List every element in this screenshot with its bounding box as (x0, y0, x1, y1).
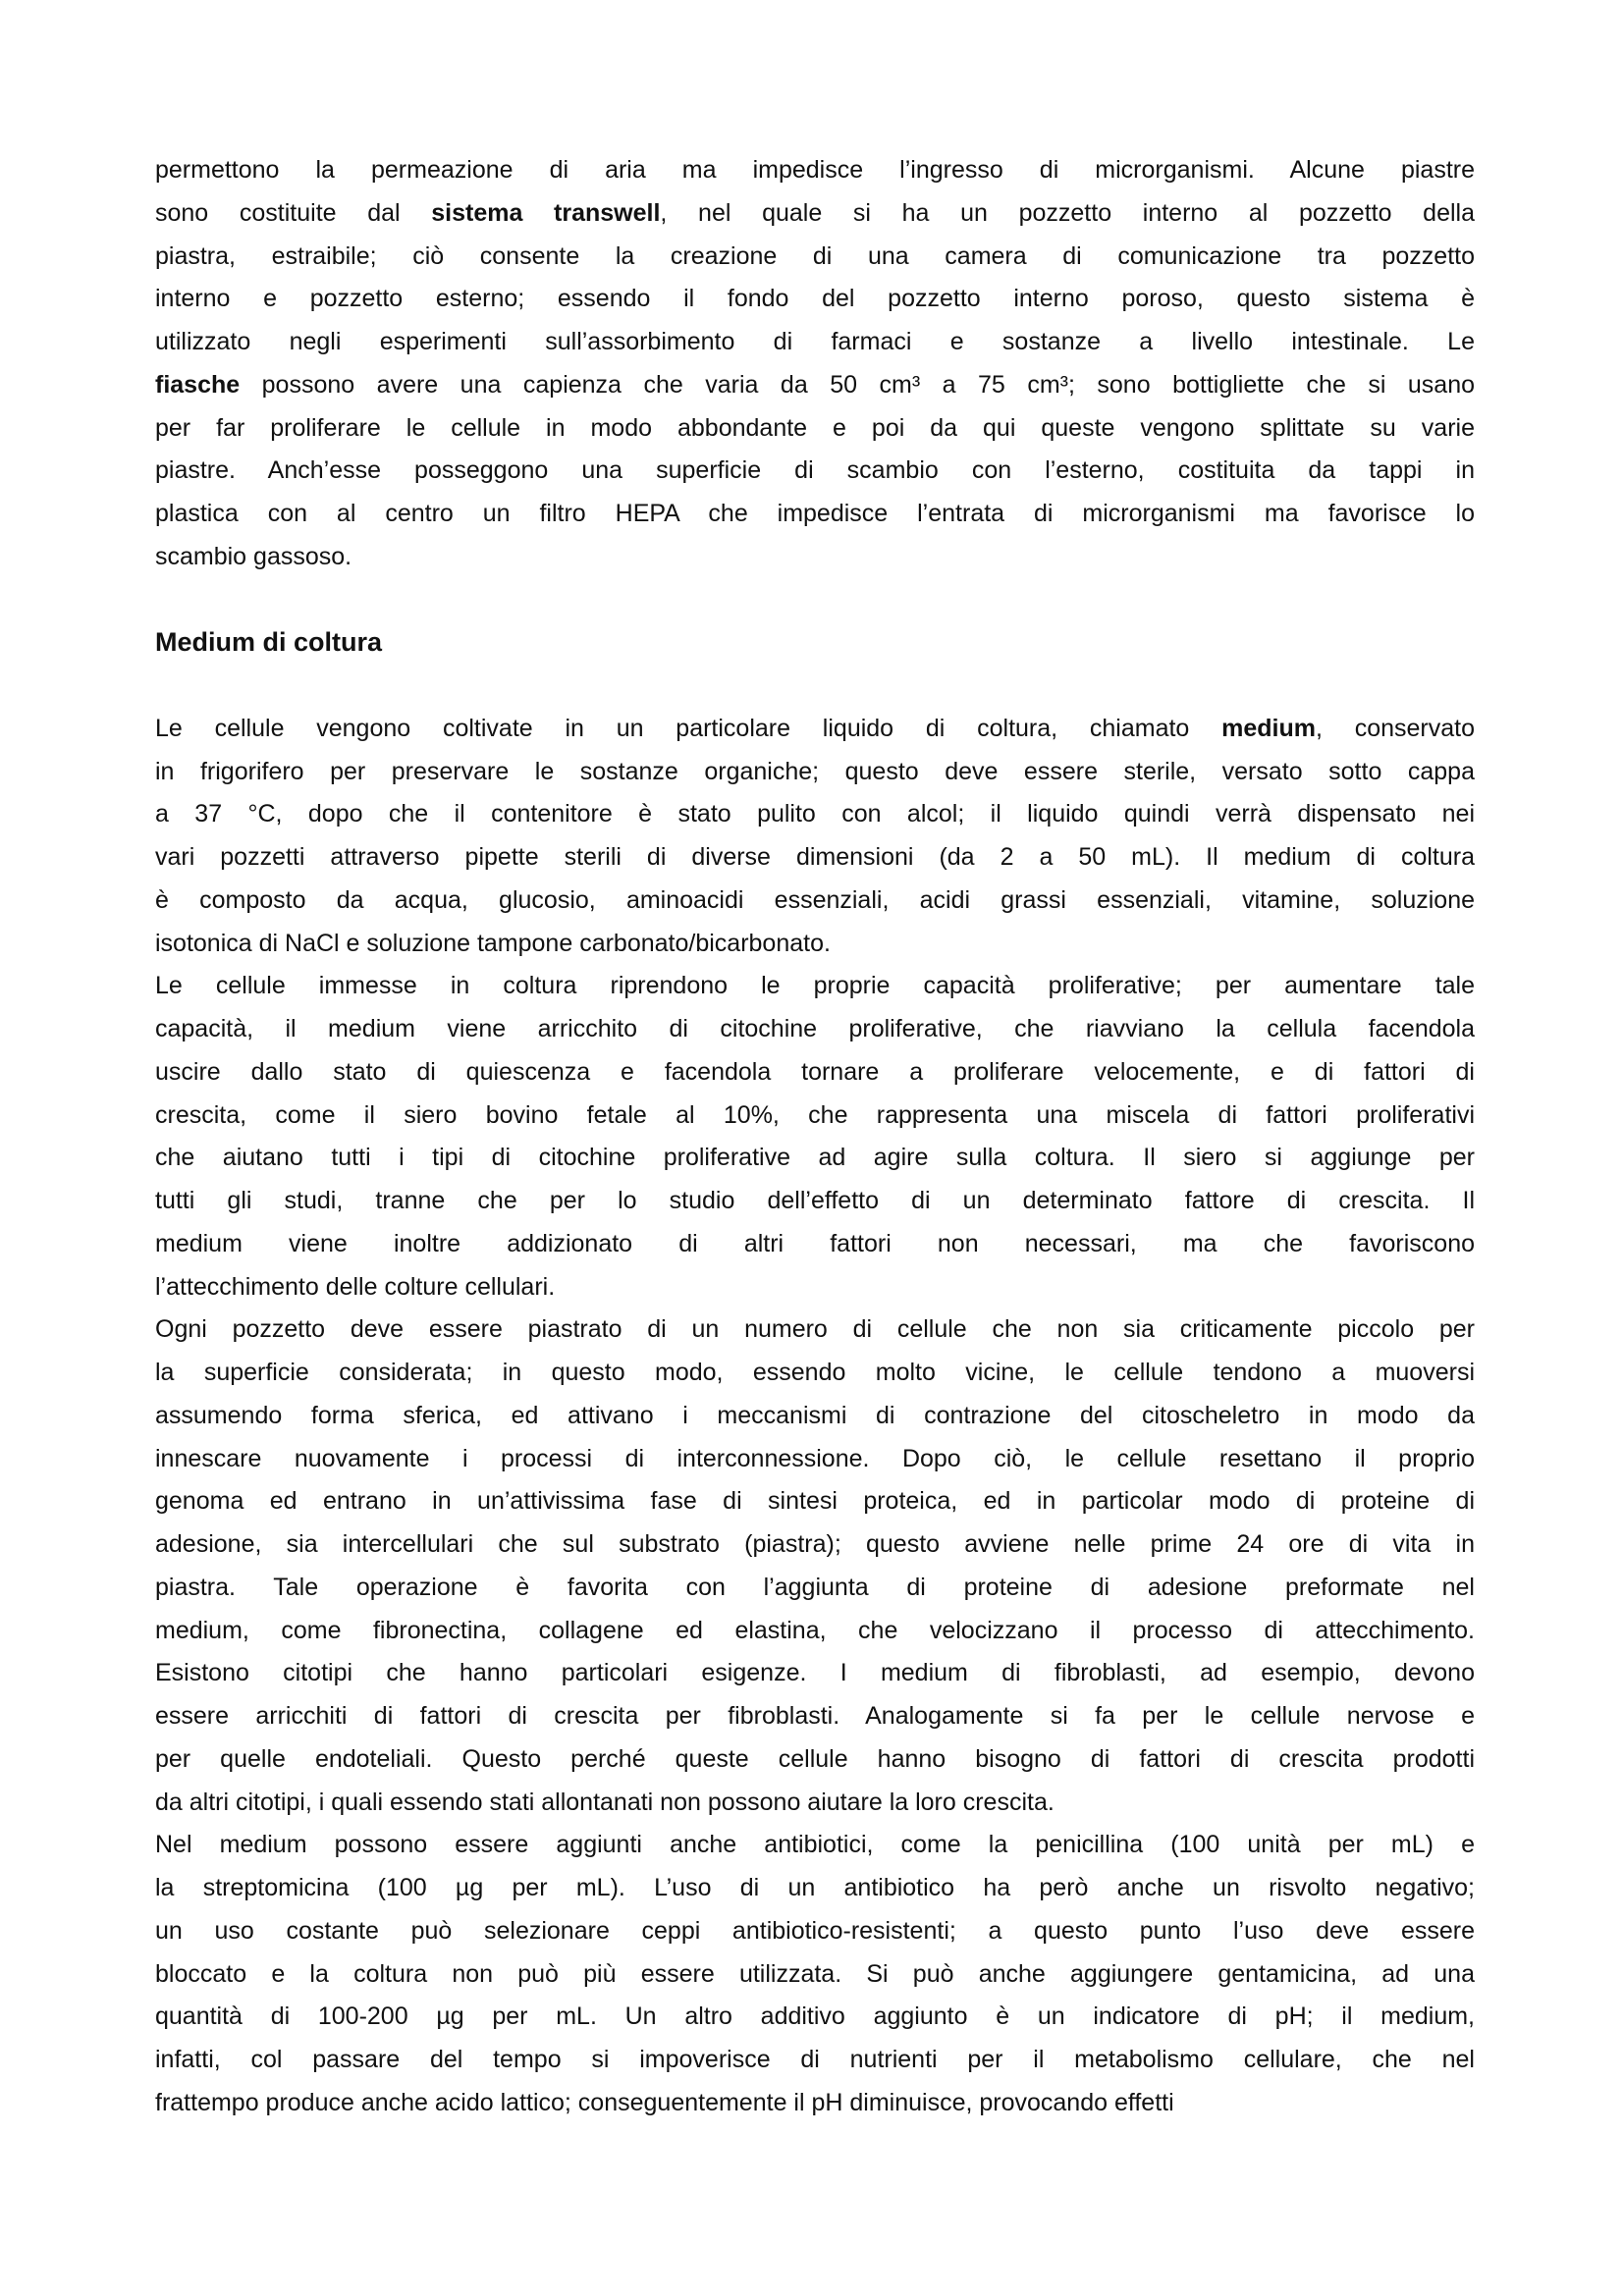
text-segment: interno e pozzetto esterno; essendo il fondo del pozzetto interno poroso, questo sistema è (155, 285, 1475, 313)
text-segment: capacità, il medium viene arricchito di citochine proliferative, che riavviano la cellula facendola (155, 1015, 1475, 1042)
text-line (155, 923, 1475, 966)
text-line (155, 321, 1475, 364)
text-segment: a 37 °C, dopo che il contenitore è stato pulito con alcol; il liquido quindi verrà dispensato nei (155, 800, 1475, 828)
text-line (155, 1051, 1475, 1095)
bold-term: fiasche (155, 370, 241, 399)
text-segment: la streptomicina (100 µg per mL). L’uso di un antibiotico ha però anche un risvolto negativo; (155, 1874, 1475, 1901)
text-segment: in frigorifero per preservare le sostanze organiche; questo deve essere sterile, versato sotto cappa (155, 757, 1475, 785)
text-line (155, 364, 1475, 407)
text-segment: isotonica di NaCl e soluzione tampone carbonato/bicarbonato. (155, 929, 831, 957)
text-segment: frattempo produce anche acido lattico; conseguentemente il pH diminuisce, provocando effetti (155, 2088, 1174, 2116)
text-line (155, 2082, 1475, 2125)
text-segment: tutti gli studi, tranne che per lo studio dell’effetto di un determinato fattore di crescita. Il (155, 1187, 1475, 1214)
text-line (155, 1610, 1475, 1653)
text-segment: essere arricchiti di fattori di crescita per fibroblasti. Analogamente si fa per le cellule nervose e (155, 1702, 1475, 1730)
bold-term: sistema transwell (431, 198, 661, 227)
text-line (155, 751, 1475, 794)
text-segment: quantità di 100-200 µg per mL. Un altro additivo aggiunto è un indicatore di pH; il medium, (155, 2002, 1475, 2031)
text-segment: Le cellule immesse in coltura riprendono le proprie capacità proliferative; per aumentare tale (155, 972, 1475, 1000)
text-line (155, 1480, 1475, 1523)
text-line (155, 880, 1475, 923)
text-line (155, 1266, 1475, 1309)
text-segment: medium viene inoltre addizionato di altri fattori non necessari, ma che favoriscono (155, 1229, 1475, 1257)
text-line (155, 1223, 1475, 1266)
text-segment: sono costituite dal (155, 198, 432, 227)
text-line (155, 1652, 1475, 1695)
text-segment: un uso costante può selezionare ceppi antibiotico-resistenti; a questo punto l’uso deve essere (155, 1916, 1475, 1945)
text-segment: utilizzato negli esperimenti sull’assorbimento di farmaci e sostanze a livello intestinale. Le (155, 328, 1475, 355)
document-page (155, 149, 1475, 2125)
paragraph (155, 965, 1475, 1308)
text-segment: uscire dallo stato di quiescenza e facendola tornare a proliferare velocemente, e di fattori di (155, 1057, 1475, 1086)
text-line (155, 836, 1475, 880)
text-segment: infatti, col passare del tempo si impoverisce di nutrienti per il metabolismo cellulare, che nel (155, 2046, 1475, 2073)
text-segment: possono avere una capienza che varia da 50 cm³ a 75 cm³; sono bottigliette che si usano (240, 370, 1475, 399)
text-line (155, 536, 1475, 579)
text-segment: , nel quale si ha un pozzetto interno al pozzetto della (660, 198, 1475, 227)
text-line (155, 1395, 1475, 1438)
blank-line (155, 665, 1475, 708)
text-segment: l’attecchimento delle colture cellulari. (155, 1272, 556, 1301)
text-segment: , conservato (1315, 714, 1475, 742)
text-line (155, 1695, 1475, 1738)
text-segment: piastra. Tale operazione è favorita con l’aggiunta di proteine di adesione preformate nel (155, 1573, 1475, 1601)
text-line (155, 793, 1475, 836)
text-segment: piastra, estraibile; ciò consente la creazione di una camera di comunicazione tra pozzetto (155, 241, 1475, 270)
text-segment: da altri citotipi, i quali essendo stati allontanati non possono aiutare la loro crescita. (155, 1788, 1055, 1816)
text-line (155, 1308, 1475, 1352)
paragraph (155, 149, 1475, 579)
text-segment: Esistono citotipi che hanno particolari esigenze. I medium di fibroblasti, ad esempio, devono (155, 1659, 1475, 1687)
text-line (155, 407, 1475, 451)
text-segment: crescita, come il siero bovino fetale al 10%, che rappresenta una miscela di fattori proliferativi (155, 1100, 1475, 1129)
text-line (155, 278, 1475, 321)
blank-line (155, 579, 1475, 622)
text-line (155, 965, 1475, 1008)
text-segment: piastre. Anch’esse posseggono una superficie di scambio con l’esterno, costituita da tappi in (155, 456, 1475, 485)
text-segment: che aiutano tutti i tipi di citochine proliferative ad agire sulla coltura. Il siero si aggiunge per (155, 1144, 1475, 1172)
text-line (155, 1008, 1475, 1051)
text-segment: Nel medium possono essere aggiunti anche antibiotici, come la penicillina (100 unità per mL) e (155, 1831, 1475, 1859)
bold-term: medium (1221, 714, 1316, 742)
text-line (155, 149, 1475, 192)
text-line (155, 2039, 1475, 2082)
text-line (155, 236, 1475, 279)
text-line (155, 1867, 1475, 1910)
text-segment: scambio gassoso. (155, 542, 352, 570)
text-segment: la superficie considerata; in questo modo, essendo molto vicine, le cellule tendono a muoversi (155, 1359, 1475, 1386)
text-segment: medium, come fibronectina, collagene ed elastina, che velocizzano il processo di attecchimento. (155, 1616, 1475, 1644)
text-segment: per quelle endoteliali. Questo perché queste cellule hanno bisogno di fattori di crescita prodotti (155, 1744, 1475, 1773)
text-line (155, 708, 1475, 751)
text-line (155, 1352, 1475, 1395)
text-segment: innescare nuovamente i processi di interconnessione. Dopo ciò, le cellule resettano il proprio (155, 1444, 1475, 1472)
text-segment: Ogni pozzetto deve essere piastrato di un numero di cellule che non sia criticamente piccolo per (155, 1315, 1475, 1344)
paragraph (155, 1824, 1475, 2124)
text-segment: plastica con al centro un filtro HEPA che impedisce l’entrata di microrganismi ma favorisce lo (155, 500, 1475, 527)
text-line (155, 1738, 1475, 1782)
text-line (155, 1095, 1475, 1138)
text-line (155, 1782, 1475, 1825)
text-segment: assumendo forma sferica, ed attivano i meccanismi di contrazione del citoscheletro in modo da (155, 1401, 1475, 1429)
text-line (155, 1996, 1475, 2039)
text-segment: per far proliferare le cellule in modo abbondante e poi da qui queste vengono splittate su varie (155, 413, 1475, 442)
text-line (155, 192, 1475, 236)
text-line (155, 450, 1475, 493)
section-heading: Medium di coltura (155, 627, 383, 658)
text-line (155, 493, 1475, 536)
text-line (155, 1567, 1475, 1610)
paragraph (155, 708, 1475, 966)
text-segment: Le cellule vengono coltivate in un particolare liquido di coltura, chiamato (155, 714, 1222, 742)
text-line (155, 1953, 1475, 1997)
text-segment: bloccato e la coltura non può più essere utilizzata. Si può anche aggiungere gentamicina, ad una (155, 1959, 1475, 1988)
text-line (155, 1180, 1475, 1223)
text-segment: adesione, sia intercellulari che sul substrato (piastra); questo avviene nelle prime 24 ore di vita in (155, 1530, 1475, 1558)
text-segment: genoma ed entrano in un’attivissima fase di sintesi proteica, ed in particolar modo di proteine di (155, 1487, 1475, 1516)
text-segment: è composto da acqua, glucosio, aminoacidi essenziali, acidi grassi essenziali, vitamine, soluzione (155, 885, 1475, 914)
text-line (155, 1438, 1475, 1481)
paragraph (155, 1308, 1475, 1824)
text-line (155, 1523, 1475, 1567)
body-text-before-heading (155, 149, 1475, 579)
text-segment: vari pozzetti attraverso pipette sterili di diverse dimensioni (da 2 a 50 mL). Il medium di coltura (155, 843, 1475, 871)
text-line (155, 1824, 1475, 1867)
body-text-after-heading (155, 708, 1475, 2125)
text-line (155, 1910, 1475, 1953)
text-line (155, 1137, 1475, 1180)
text-segment: permettono la permeazione di aria ma impedisce l’ingresso di microrganismi. Alcune piastre (155, 156, 1475, 184)
